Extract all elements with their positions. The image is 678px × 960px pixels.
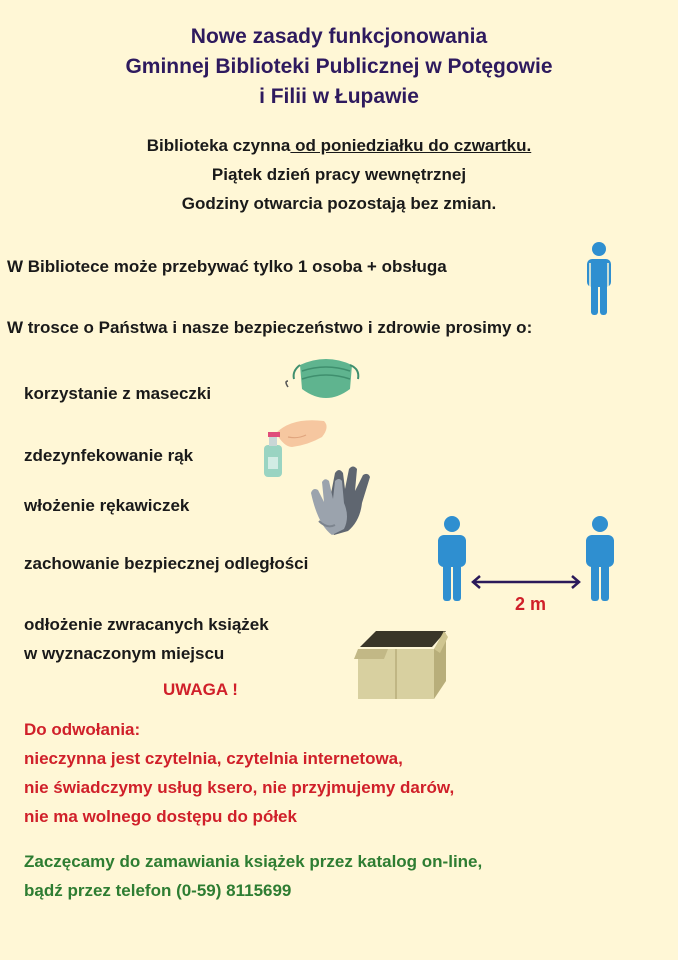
occupancy-text: W Bibliotece może przebywać tylko 1 osoba + obsługa: [7, 257, 447, 276]
face-mask-icon: [284, 353, 364, 409]
title-line-2: Gminnej Biblioteki Publicznej w Potęgowie: [125, 55, 553, 78]
rule-return-line-1: odłożenie zwracanych książek: [24, 615, 269, 634]
title-line-3: i Filii w Łupawie: [259, 85, 419, 108]
rule-return-label: [24, 610, 269, 668]
ordering-line-1: Zaczęcamy do zamawiania książek przez katalog on-line,: [24, 852, 483, 871]
rule-sanitizer-label: zdezynfekowanie rąk: [24, 446, 194, 465]
rule-gloves-label: włożenie rękawiczek: [24, 496, 190, 515]
distance-label: 2 m: [515, 594, 547, 614]
person-left-icon: [438, 516, 466, 601]
notice-line-2: nieczynna jest czytelnia, czytelnia internetowa,: [24, 749, 403, 768]
title-line-1: Nowe zasady funkcjonowania: [190, 25, 488, 48]
hours-prefix: Biblioteka czynna: [146, 136, 291, 155]
warning-heading: UWAGA !: [163, 680, 238, 699]
hours-line-1: [0, 131, 678, 160]
request-text: W trosce o Państwa i nasze bezpieczeństwo i zdrowie prosimy o:: [7, 318, 533, 337]
notice-line-3: nie świadczymy usług ksero, nie przyjmujemy darów,: [24, 778, 455, 797]
box-icon: [352, 627, 448, 703]
hours-line-3: Godziny otwarcia pozostają bez zmian.: [181, 194, 497, 213]
hours-days: od poniedziałku do czwartku.: [290, 136, 532, 155]
distance-icon: [432, 515, 622, 605]
rule-distance-label: zachowanie bezpiecznej odległości: [24, 554, 309, 573]
ordering-line-2: bądź przez telefon (0-59) 8115699: [24, 881, 292, 900]
person-right-icon: [586, 516, 614, 601]
page-title: [0, 22, 678, 112]
rule-mask-label: korzystanie z maseczki: [24, 384, 212, 403]
gloves-icon: [305, 465, 381, 537]
ordering-info: [24, 847, 482, 905]
single-person-icon: [584, 241, 614, 317]
rule-return-line-2: w wyznaczonym miejscu: [24, 644, 225, 663]
notice-line-4: nie ma wolnego dostępu do półek: [24, 807, 297, 826]
notice-block: [24, 715, 454, 831]
notice-line-1: Do odwołania:: [24, 720, 141, 739]
hours-line-2: Piątek dzień pracy wewnętrznej: [211, 165, 467, 184]
opening-hours: [0, 131, 678, 218]
